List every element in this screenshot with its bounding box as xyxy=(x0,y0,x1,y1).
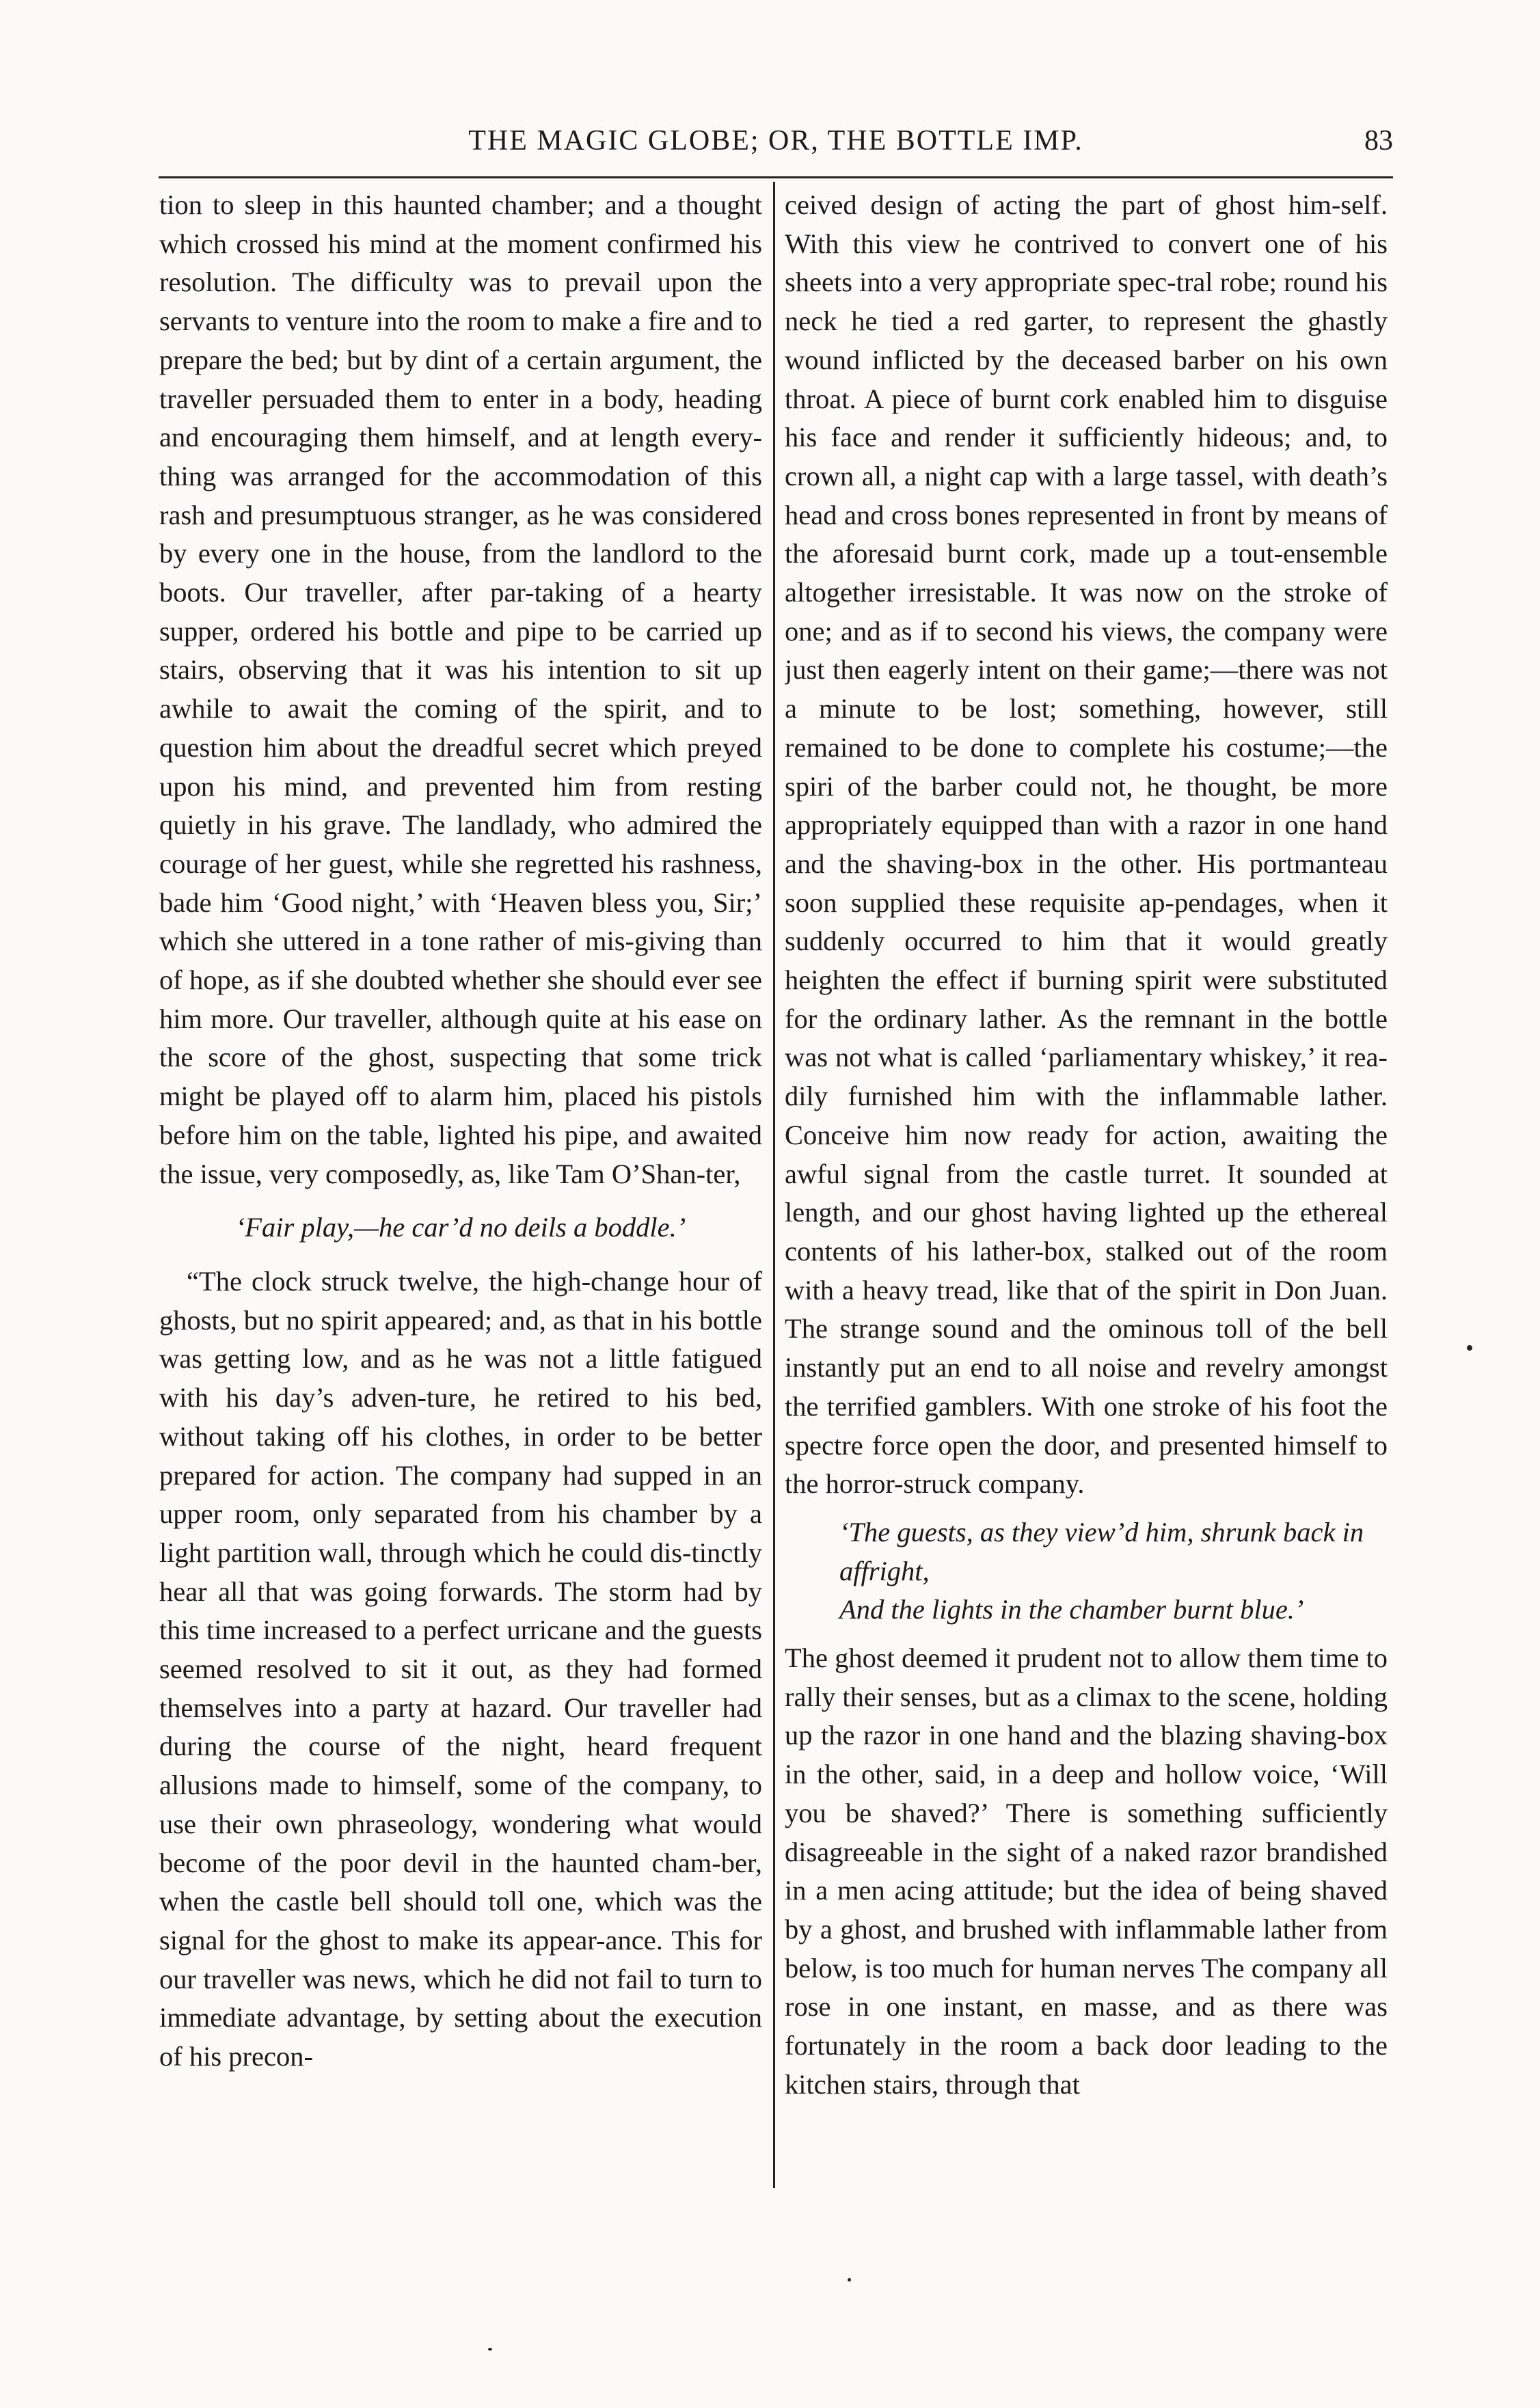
print-speck xyxy=(848,2278,851,2282)
right-paragraph-2: The ghost deemed it prudent not to allow them time to rally their senses, but as a climax to the scene, holding up the razor in one hand and the blazing shaving-box in the other, said, in a deep and hollow voice, ‘Will you be shaved?’ There is something sufficiently disagreeable in the sight of a naked razor brandished in a men acing attitude; but the idea of being shaved by a ghost, and brushed with inflammable lather from below, is too much for human nerves The company all rose in one instant, en masse, and as there was fortunately in the room a back door leading to the kitchen stairs, through that xyxy=(785,1642,1388,2100)
page-header xyxy=(159,122,1393,163)
right-verse-line-2: And the lights in the chamber burnt blue.’ xyxy=(839,1594,1304,1625)
print-speck xyxy=(488,2348,492,2351)
running-title: THE MAGIC GLOBE; OR, THE BOTTLE IMP. xyxy=(468,125,1083,157)
left-column xyxy=(159,186,762,2189)
right-verse-line-1: ‘The guests, as they view’d him, shrunk back in affright, xyxy=(839,1516,1364,1586)
right-verse-quote xyxy=(785,1513,1388,1629)
print-speck xyxy=(1467,1345,1472,1351)
header-rule xyxy=(159,176,1393,178)
left-paragraph-2: “The clock struck twelve, the high-change hour of ghosts, but no spirit appeared; and, as that in his bottle was getting low, and as he was not a little fatigued with his day’s adven-ture, he retired to his bed, without taking off his clothes, in order to be better prepared for action. The company had supped in an upper room, only separated from his chamber by a light partition wall, through which he could dis-tinctly hear all that was going forwards. The storm had by this time increased to a perfect urricane and the guests seemed resolved to sit it out, as they had formed themselves into a party at hazard. Our traveller had during the course of the night, heard frequent allusions made to himself, some of the company, to use their own phraseology, wondering what would become of the poor devil in the haunted cham-ber, when the castle bell should toll one, which was the signal for the ghost to make its appear-ance. This for our traveller was news, which he did not fail to turn to immediate advantage, by setting about the execution of his precon- xyxy=(159,1265,762,2072)
left-verse-quote: ‘Fair play,—he car’d no deils a boddle.’ xyxy=(235,1212,686,1243)
left-paragraph-1: tion to sleep in this haunted chamber; and a thought which crossed his mind at the moment confirmed his resolution. The difficulty was to prevail upon the servants to venture into the room to make a fire and to prepare the bed; but by dint of a certain argument, the traveller persuaded them to enter in a body, heading and encouraging them himself, and at length every-thing was arranged for the accommodation of this rash and presumptuous stranger, as he was considered by every one in the house, from the landlord to the boots. Our traveller, after par-taking of a hearty supper, ordered his bottle and pipe to be carried up stairs, observing that it was his intention to sit up awhile to await the coming of the spirit, and to question him about the dreadful secret which preyed upon his mind, and prevented him from resting quietly in his grave. The landlady, who admired the courage of her guest, while she regretted his rashness, bade him ‘Good night,’ with ‘Heaven bless you, Sir;’ which she uttered in a tone rather of mis-giving than of hope, as if she doubted whether she should ever see him more. Our traveller, although quite at his ease on the score of the ghost, suspecting that some trick might be played off to alarm him, placed his pistols before him on the table, lighted his pipe, and awaited the issue, very composedly, as, like Tam O’Shan-ter, xyxy=(159,189,762,1189)
right-column xyxy=(785,186,1388,2189)
right-paragraph-1: ceived design of acting the part of ghost him-self. With this view he contrived to convert one of his sheets into a very appropriate spec-tral robe; round his neck he tied a red garter, to represent the ghastly wound inflicted by the deceased barber on his own throat. A piece of burnt cork enabled him to disguise his face and render it sufficiently hideous; and, to crown all, a night cap with a large tassel, with death’s head and cross bones represented in front by means of the aforesaid burnt cork, made up a tout-ensemble altogether irresistable. It was now on the stroke of one; and as if to second his views, the company were just then eagerly intent on their game;—there was not a minute to be lost; something, however, still remained to be done to complete his costume;—the spiri of the barber could not, he thought, be more appropriately equipped than with a razor in one hand and the shaving-box in the other. His portmanteau soon supplied these requisite ap-pendages, when it suddenly occurred to him that it would greatly heighten the effect if burning spirit were substituted for the ordinary lather. As the remnant in the bottle was not what is called ‘parliamentary whiskey,’ it rea-dily furnished him with the inflammable lather. Conceive him now ready for action, awaiting the awful signal from the castle turret. It sounded at length, and our ghost having lighted up the ethereal contents of his lather-box, stalked out of the room with a heavy tread, like that of the spirit in Don Juan. The strange sound and the ominous toll of the bell instantly put an end to all noise and revelry amongst the terrified gamblers. With one stroke of his foot the spectre force open the door, and presented himself to the horror-struck company. xyxy=(785,189,1388,1500)
column-divider xyxy=(773,182,775,2188)
page-number: 83 xyxy=(1364,125,1393,157)
